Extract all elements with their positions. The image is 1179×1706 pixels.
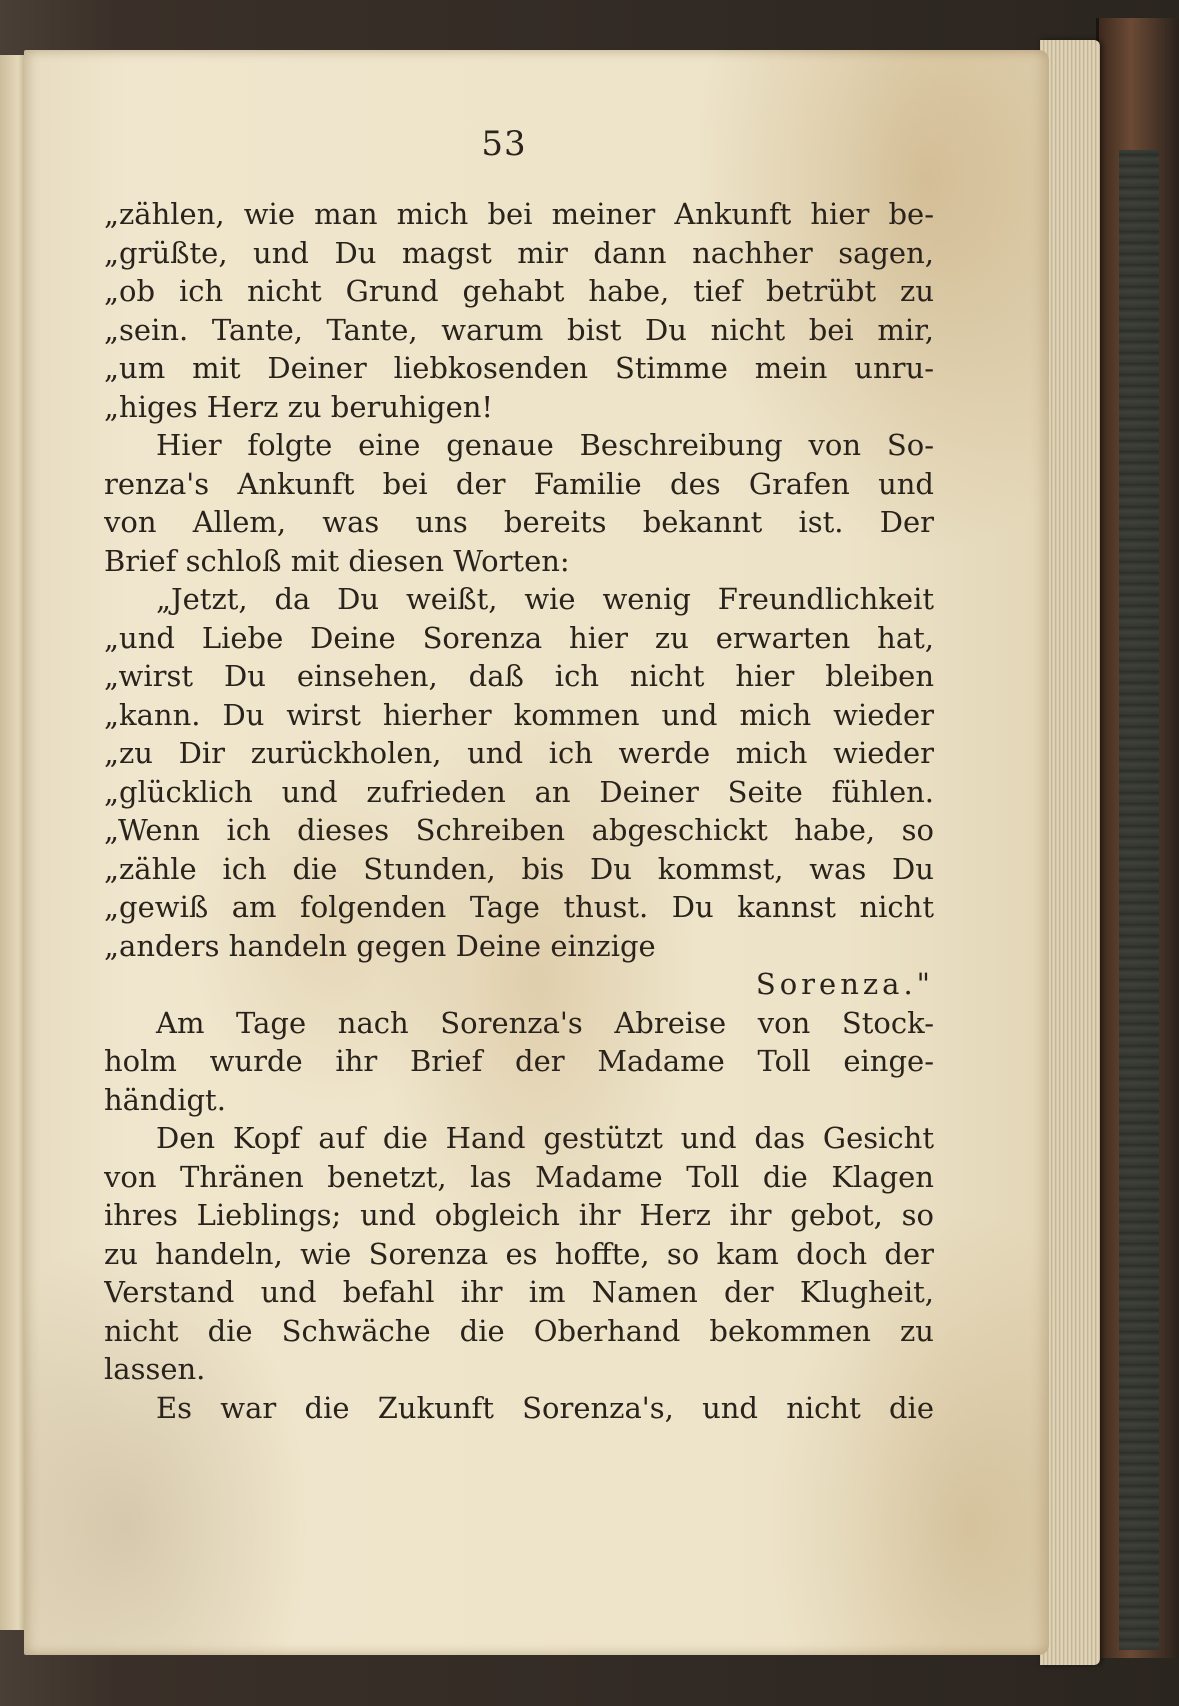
left-page-edge	[0, 55, 26, 1630]
text-line: „Wenn ich dieses Schreiben abgeschickt habe, so	[104, 813, 934, 847]
text-line: ihres Lieblings; und obgleich ihr Herz ihr gebot, so	[104, 1198, 934, 1232]
text-line: Hier folgte eine genaue Beschreibung von So-	[156, 428, 934, 462]
text-line: von Thränen benetzt, las Madame Toll die Klagen	[104, 1159, 934, 1194]
text-line: zu handeln, wie Sorenza es hoffte, so kam doch der	[104, 1236, 934, 1271]
text-line: „um mit Deiner liebkosenden Stimme mein unru-	[104, 351, 934, 385]
text-line: „zählen, wie man mich bei meiner Ankunft hier be-	[104, 197, 934, 231]
page-text	[104, 195, 934, 1427]
page-edges	[1040, 40, 1100, 1665]
text-line: „ob ich nicht Grund gehabt habe, tief betrübt zu	[104, 274, 934, 308]
text-line: „kann. Du wirst hierher kommen und mich wieder	[104, 697, 934, 732]
text-line: „glücklich und zufrieden an Deiner Seite fühlen.	[104, 774, 934, 809]
text-line: „sein. Tante, Tante, warum bist Du nicht bei mir,	[104, 312, 934, 347]
text-line: von Allem, was uns bereits bekannt ist. Der	[104, 505, 934, 539]
text-line: Sorenza."	[755, 967, 934, 1001]
cover-edge	[1119, 150, 1159, 1650]
text-line: „und Liebe Deine Sorenza hier zu erwarten hat,	[104, 620, 934, 655]
text-line: holm wurde ihr Brief der Madame Toll einge-	[104, 1044, 934, 1078]
text-line: „zähle ich die Stunden, bis Du kommst, was Du	[104, 851, 934, 886]
text-line: „wirst Du einsehen, daß ich nicht hier bleiben	[104, 659, 934, 693]
text-line: Am Tage nach Sorenza's Abreise von Stock-	[156, 1005, 934, 1040]
page-number: 53	[481, 124, 527, 164]
text-line: „grüßte, und Du magst mir dann nachher sagen,	[104, 235, 934, 270]
text-line: Verstand und befahl ihr im Namen der Klugheit,	[104, 1275, 934, 1309]
text-line: Den Kopf auf die Hand gestützt und das Gesicht	[156, 1121, 934, 1155]
text-line: „zu Dir zurückholen, und ich werde mich wieder	[104, 736, 934, 770]
text-line: „gewiß am folgenden Tage thust. Du kannst nicht	[104, 890, 934, 924]
text-line: lassen.	[104, 1352, 206, 1386]
text-line: Es war die Zukunft Sorenza's, und nicht die	[156, 1390, 934, 1425]
text-line: „Jetzt, da Du weißt, wie wenig Freundlichkeit	[156, 582, 934, 616]
text-line: nicht die Schwäche die Oberhand bekommen zu	[104, 1313, 934, 1348]
text-line: händigt.	[104, 1082, 226, 1117]
text-line: „higes Herz zu beruhigen!	[104, 389, 494, 424]
text-line: „anders handeln gegen Deine einzige	[104, 928, 656, 963]
book-page	[24, 50, 1049, 1655]
text-line: renza's Ankunft bei der Familie des Grafen und	[104, 466, 934, 501]
text-line: Brief schloß mit diesen Worten:	[104, 543, 570, 578]
